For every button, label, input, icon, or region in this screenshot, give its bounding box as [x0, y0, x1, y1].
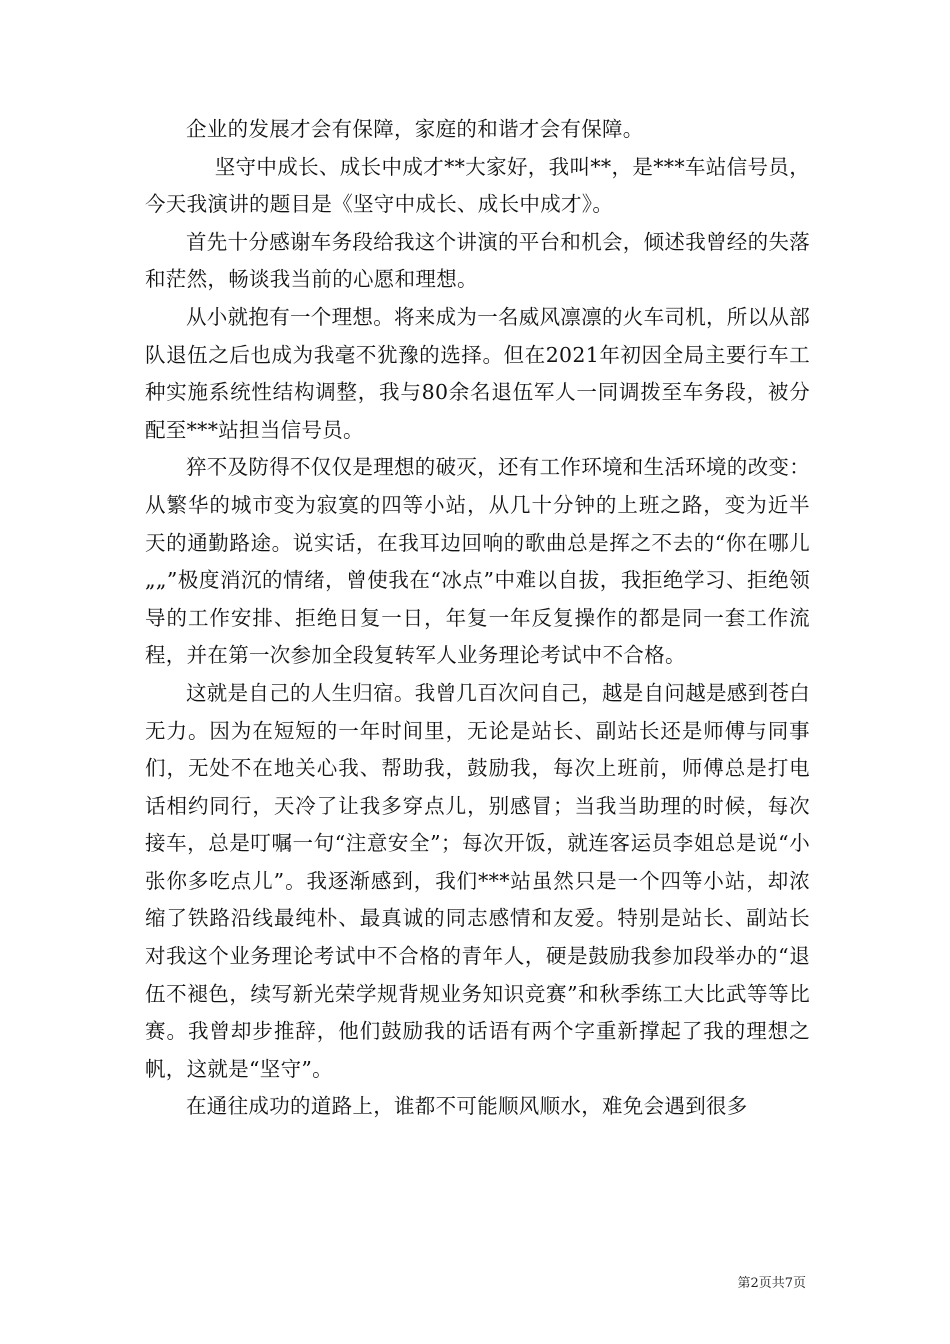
paragraph-1: 企业的发展才会有保障，家庭的和谐才会有保障。	[186, 117, 644, 141]
paragraph-2: 坚守中成长、成长中成才**大家好，我叫**，是***车站信号员，今天我演讲的题目是《坚守中成长、成长中成才》。	[145, 154, 810, 217]
paragraph-3: 首先十分感谢车务段给我这个讲演的平台和机会，倾述我曾经的失落和茫然，畅谈我当前的心愿和理想。	[145, 229, 810, 292]
paragraph-7: 在通往成功的道路上，谁都不可能顺风顺水，难免会遇到很多	[186, 1094, 748, 1119]
paragraph-4: 从小就抱有一个理想。将来成为一名威风凛凛的火车司机，所以从部队退伍之后也成为我毫不犹豫的选择。但在2021年初因全局主要行车工种实施系统性结构调整，我与80余名退伍军人一同调拨至车务段，被分配至***站担当信号员。	[145, 304, 810, 442]
paragraph-6: 这就是自己的人生归宿。我曾几百次问自己，越是自问越是感到苍白无力。因为在短短的一年时间里，无论是站长、副站长还是师傅与同事们，无处不在地关心我、帮助我，鼓励我，每次上班前，师傅总是打电话相约同行，天冷了让我多穿点儿，别感冒；当我当助理的时候，每次接车，总是叮嘱一句“注意安全”；每次开饭，就连客运员李姐总是说“小张你多吃点儿”。我逐渐感到，我们***站虽然只是一个四等小站，却浓缩了铁路沿线最纯朴、最真诚的同志感情和友爱。特别是站长、副站长对我这个业务理论考试中不合格的青年人，硬是鼓励我参加段举办的“退伍不褪色，续写新光荣学规背规业务知识竞赛”和秋季练工大比武等等比赛。我曾却步推辞，他们鼓励我的话语有两个字重新撑起了我的理想之帆，这就是“坚守”。	[145, 680, 810, 1081]
page-number-footer: 第2页共7页	[737, 1276, 806, 1291]
document-body	[145, 111, 810, 1126]
paragraph-5: 猝不及防得不仅仅是理想的破灭，还有工作环境和生活环境的改变：从繁华的城市变为寂寞的四等小站，从几十分钟的上班之路，变为近半天的通勤路途。说实话，在我耳边回响的歌曲总是挥之不去的“你在哪儿„„”极度消沉的情绪，曾使我在“冰点”中难以自拔，我拒绝学习、拒绝领导的工作安排、拒绝日复一日，年复一年反复操作的都是同一套工作流程，并在第一次参加全段复转军人业务理论考试中不合格。	[145, 455, 810, 668]
